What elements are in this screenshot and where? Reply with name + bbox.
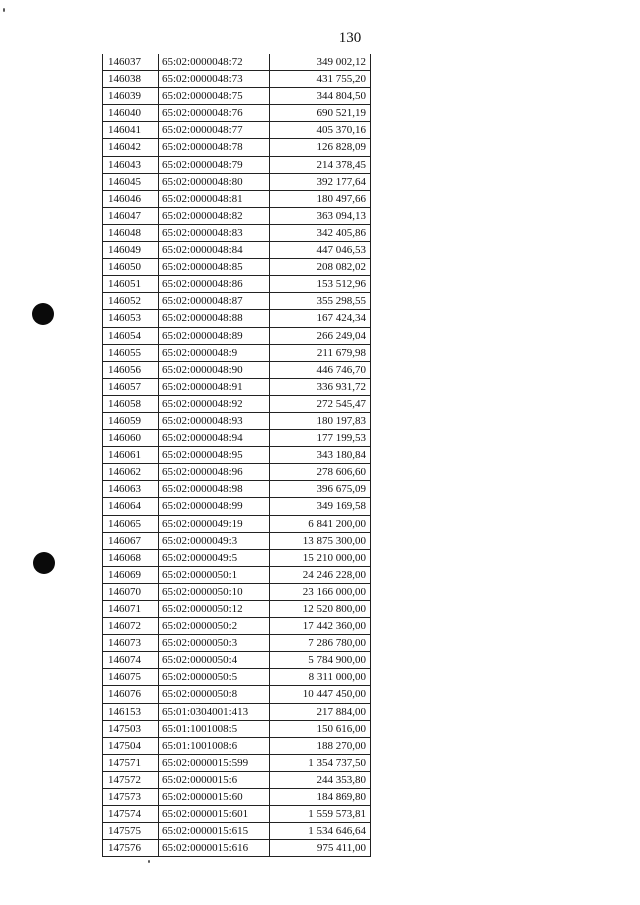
table-row xyxy=(103,789,371,806)
row-number-cell: 146059 xyxy=(103,412,159,429)
cadastral-number-cell: 65:02:0000048:9 xyxy=(159,344,270,361)
row-number-cell: 146039 xyxy=(103,88,159,105)
table-row xyxy=(103,737,371,754)
value-cell: 126 828,09 xyxy=(270,139,371,156)
cadastral-number-cell: 65:02:0000048:76 xyxy=(159,105,270,122)
row-number-cell: 146057 xyxy=(103,378,159,395)
value-cell: 342 405,86 xyxy=(270,224,371,241)
table-row xyxy=(103,481,371,498)
value-cell: 208 082,02 xyxy=(270,259,371,276)
value-cell: 363 094,13 xyxy=(270,207,371,224)
cadastral-number-cell: 65:02:0000048:81 xyxy=(159,190,270,207)
cadastral-number-cell: 65:02:0000015:601 xyxy=(159,806,270,823)
table-row xyxy=(103,771,371,788)
value-cell: 217 884,00 xyxy=(270,703,371,720)
table-row xyxy=(103,601,371,618)
table-row xyxy=(103,840,371,857)
value-cell: 344 804,50 xyxy=(270,88,371,105)
row-number-cell: 147575 xyxy=(103,823,159,840)
row-number-cell: 146058 xyxy=(103,395,159,412)
row-number-cell: 146069 xyxy=(103,566,159,583)
cadastral-number-cell: 65:02:0000050:5 xyxy=(159,669,270,686)
table-row xyxy=(103,430,371,447)
row-number-cell: 146061 xyxy=(103,447,159,464)
cadastral-number-cell: 65:02:0000048:79 xyxy=(159,156,270,173)
row-number-cell: 146074 xyxy=(103,652,159,669)
value-cell: 336 931,72 xyxy=(270,378,371,395)
value-cell: 6 841 200,00 xyxy=(270,515,371,532)
row-number-cell: 146053 xyxy=(103,310,159,327)
row-number-cell: 146051 xyxy=(103,276,159,293)
value-cell: 10 447 450,00 xyxy=(270,686,371,703)
cadastral-number-cell: 65:02:0000048:96 xyxy=(159,464,270,481)
cadastral-number-cell: 65:02:0000048:82 xyxy=(159,207,270,224)
table-row xyxy=(103,669,371,686)
value-cell: 396 675,09 xyxy=(270,481,371,498)
row-number-cell: 146045 xyxy=(103,173,159,190)
value-cell: 184 869,80 xyxy=(270,789,371,806)
table-row xyxy=(103,259,371,276)
value-cell: 446 746,70 xyxy=(270,361,371,378)
cadastral-value-table xyxy=(102,54,371,857)
table-row xyxy=(103,378,371,395)
table-row xyxy=(103,652,371,669)
value-cell: 180 497,66 xyxy=(270,190,371,207)
cadastral-number-cell: 65:02:0000050:8 xyxy=(159,686,270,703)
row-number-cell: 146038 xyxy=(103,71,159,88)
table-body xyxy=(103,54,371,857)
table-row xyxy=(103,618,371,635)
cadastral-number-cell: 65:02:0000048:86 xyxy=(159,276,270,293)
cadastral-number-cell: 65:02:0000050:1 xyxy=(159,566,270,583)
cadastral-number-cell: 65:02:0000015:60 xyxy=(159,789,270,806)
cadastral-number-cell: 65:01:1001008:6 xyxy=(159,737,270,754)
value-cell: 431 755,20 xyxy=(270,71,371,88)
cadastral-number-cell: 65:02:0000048:93 xyxy=(159,412,270,429)
row-number-cell: 146048 xyxy=(103,224,159,241)
row-number-cell: 147573 xyxy=(103,789,159,806)
cadastral-number-cell: 65:02:0000048:83 xyxy=(159,224,270,241)
cadastral-number-cell: 65:02:0000050:10 xyxy=(159,583,270,600)
table-row xyxy=(103,190,371,207)
row-number-cell: 146071 xyxy=(103,601,159,618)
punch-hole xyxy=(33,552,55,574)
table-row xyxy=(103,703,371,720)
row-number-cell: 146075 xyxy=(103,669,159,686)
table-row xyxy=(103,242,371,259)
row-number-cell: 146072 xyxy=(103,618,159,635)
value-cell: 349 002,12 xyxy=(270,54,371,71)
value-cell: 278 606,60 xyxy=(270,464,371,481)
row-number-cell: 146042 xyxy=(103,139,159,156)
value-cell: 447 046,53 xyxy=(270,242,371,259)
scan-speck xyxy=(3,8,5,12)
row-number-cell: 147504 xyxy=(103,737,159,754)
value-cell: 1 559 573,81 xyxy=(270,806,371,823)
scan-speck xyxy=(148,860,150,863)
cadastral-number-cell: 65:02:0000048:85 xyxy=(159,259,270,276)
row-number-cell: 147576 xyxy=(103,840,159,857)
page-number: 130 xyxy=(338,30,362,46)
table-row xyxy=(103,583,371,600)
row-number-cell: 146049 xyxy=(103,242,159,259)
cadastral-number-cell: 65:02:0000048:92 xyxy=(159,395,270,412)
row-number-cell: 146050 xyxy=(103,259,159,276)
cadastral-number-cell: 65:02:0000048:94 xyxy=(159,430,270,447)
value-cell: 153 512,96 xyxy=(270,276,371,293)
cadastral-number-cell: 65:02:0000048:88 xyxy=(159,310,270,327)
value-cell: 1 534 646,64 xyxy=(270,823,371,840)
row-number-cell: 146064 xyxy=(103,498,159,515)
cadastral-number-cell: 65:02:0000015:615 xyxy=(159,823,270,840)
row-number-cell: 146052 xyxy=(103,293,159,310)
value-cell: 214 378,45 xyxy=(270,156,371,173)
value-cell: 167 424,34 xyxy=(270,310,371,327)
cadastral-number-cell: 65:02:0000048:95 xyxy=(159,447,270,464)
value-cell: 188 270,00 xyxy=(270,737,371,754)
cadastral-number-cell: 65:01:0304001:413 xyxy=(159,703,270,720)
table-row xyxy=(103,549,371,566)
punch-hole xyxy=(32,303,54,325)
value-cell: 975 411,00 xyxy=(270,840,371,857)
cadastral-number-cell: 65:02:0000048:73 xyxy=(159,71,270,88)
cadastral-number-cell: 65:02:0000048:78 xyxy=(159,139,270,156)
row-number-cell: 146055 xyxy=(103,344,159,361)
value-cell: 355 298,55 xyxy=(270,293,371,310)
row-number-cell: 146047 xyxy=(103,207,159,224)
cadastral-number-cell: 65:02:0000048:72 xyxy=(159,54,270,71)
row-number-cell: 147503 xyxy=(103,720,159,737)
value-cell: 405 370,16 xyxy=(270,122,371,139)
cadastral-number-cell: 65:02:0000048:77 xyxy=(159,122,270,139)
row-number-cell: 146046 xyxy=(103,190,159,207)
value-cell: 180 197,83 xyxy=(270,412,371,429)
row-number-cell: 146070 xyxy=(103,583,159,600)
cadastral-number-cell: 65:02:0000049:19 xyxy=(159,515,270,532)
table-row xyxy=(103,207,371,224)
table-row xyxy=(103,823,371,840)
table-row xyxy=(103,686,371,703)
row-number-cell: 146041 xyxy=(103,122,159,139)
table-row xyxy=(103,498,371,515)
table-row xyxy=(103,395,371,412)
value-cell: 7 286 780,00 xyxy=(270,635,371,652)
table-row xyxy=(103,139,371,156)
cadastral-number-cell: 65:02:0000015:616 xyxy=(159,840,270,857)
table-row xyxy=(103,105,371,122)
table-row xyxy=(103,412,371,429)
value-cell: 17 442 360,00 xyxy=(270,618,371,635)
value-cell: 392 177,64 xyxy=(270,173,371,190)
table-row xyxy=(103,122,371,139)
cadastral-number-cell: 65:02:0000048:80 xyxy=(159,173,270,190)
table-row xyxy=(103,173,371,190)
table-row xyxy=(103,447,371,464)
row-number-cell: 146153 xyxy=(103,703,159,720)
value-cell: 211 679,98 xyxy=(270,344,371,361)
cadastral-number-cell: 65:01:1001008:5 xyxy=(159,720,270,737)
cadastral-number-cell: 65:02:0000050:2 xyxy=(159,618,270,635)
row-number-cell: 147574 xyxy=(103,806,159,823)
table-row xyxy=(103,635,371,652)
table-row xyxy=(103,156,371,173)
row-number-cell: 146065 xyxy=(103,515,159,532)
table-row xyxy=(103,720,371,737)
table-row xyxy=(103,754,371,771)
row-number-cell: 146063 xyxy=(103,481,159,498)
row-number-cell: 146076 xyxy=(103,686,159,703)
row-number-cell: 146060 xyxy=(103,430,159,447)
table-row xyxy=(103,327,371,344)
cadastral-number-cell: 65:02:0000048:91 xyxy=(159,378,270,395)
value-cell: 177 199,53 xyxy=(270,430,371,447)
value-cell: 266 249,04 xyxy=(270,327,371,344)
table-row xyxy=(103,54,371,71)
table-row xyxy=(103,224,371,241)
row-number-cell: 147572 xyxy=(103,771,159,788)
row-number-cell: 146037 xyxy=(103,54,159,71)
cadastral-number-cell: 65:02:0000048:84 xyxy=(159,242,270,259)
row-number-cell: 146068 xyxy=(103,549,159,566)
value-cell: 23 166 000,00 xyxy=(270,583,371,600)
table-row xyxy=(103,566,371,583)
table-row xyxy=(103,310,371,327)
value-cell: 343 180,84 xyxy=(270,447,371,464)
value-cell: 244 353,80 xyxy=(270,771,371,788)
table-row xyxy=(103,532,371,549)
value-cell: 12 520 800,00 xyxy=(270,601,371,618)
value-cell: 690 521,19 xyxy=(270,105,371,122)
row-number-cell: 147571 xyxy=(103,754,159,771)
cadastral-number-cell: 65:02:0000049:3 xyxy=(159,532,270,549)
row-number-cell: 146062 xyxy=(103,464,159,481)
table-row xyxy=(103,344,371,361)
cadastral-number-cell: 65:02:0000048:90 xyxy=(159,361,270,378)
value-cell: 1 354 737,50 xyxy=(270,754,371,771)
value-cell: 15 210 000,00 xyxy=(270,549,371,566)
table-row xyxy=(103,515,371,532)
cadastral-number-cell: 65:02:0000050:4 xyxy=(159,652,270,669)
cadastral-number-cell: 65:02:0000050:3 xyxy=(159,635,270,652)
cadastral-number-cell: 65:02:0000049:5 xyxy=(159,549,270,566)
value-cell: 150 616,00 xyxy=(270,720,371,737)
cadastral-number-cell: 65:02:0000048:75 xyxy=(159,88,270,105)
table-row xyxy=(103,88,371,105)
row-number-cell: 146067 xyxy=(103,532,159,549)
table-row xyxy=(103,361,371,378)
cadastral-number-cell: 65:02:0000048:87 xyxy=(159,293,270,310)
table-row xyxy=(103,293,371,310)
value-cell: 349 169,58 xyxy=(270,498,371,515)
row-number-cell: 146054 xyxy=(103,327,159,344)
cadastral-number-cell: 65:02:0000048:99 xyxy=(159,498,270,515)
row-number-cell: 146043 xyxy=(103,156,159,173)
cadastral-number-cell: 65:02:0000050:12 xyxy=(159,601,270,618)
cadastral-number-cell: 65:02:0000048:98 xyxy=(159,481,270,498)
table-row xyxy=(103,806,371,823)
value-cell: 13 875 300,00 xyxy=(270,532,371,549)
value-cell: 272 545,47 xyxy=(270,395,371,412)
value-cell: 24 246 228,00 xyxy=(270,566,371,583)
cadastral-number-cell: 65:02:0000015:599 xyxy=(159,754,270,771)
cadastral-number-cell: 65:02:0000048:89 xyxy=(159,327,270,344)
table-row xyxy=(103,276,371,293)
table-row xyxy=(103,464,371,481)
row-number-cell: 146073 xyxy=(103,635,159,652)
value-cell: 5 784 900,00 xyxy=(270,652,371,669)
value-cell: 8 311 000,00 xyxy=(270,669,371,686)
table-row xyxy=(103,71,371,88)
row-number-cell: 146040 xyxy=(103,105,159,122)
cadastral-number-cell: 65:02:0000015:6 xyxy=(159,771,270,788)
row-number-cell: 146056 xyxy=(103,361,159,378)
